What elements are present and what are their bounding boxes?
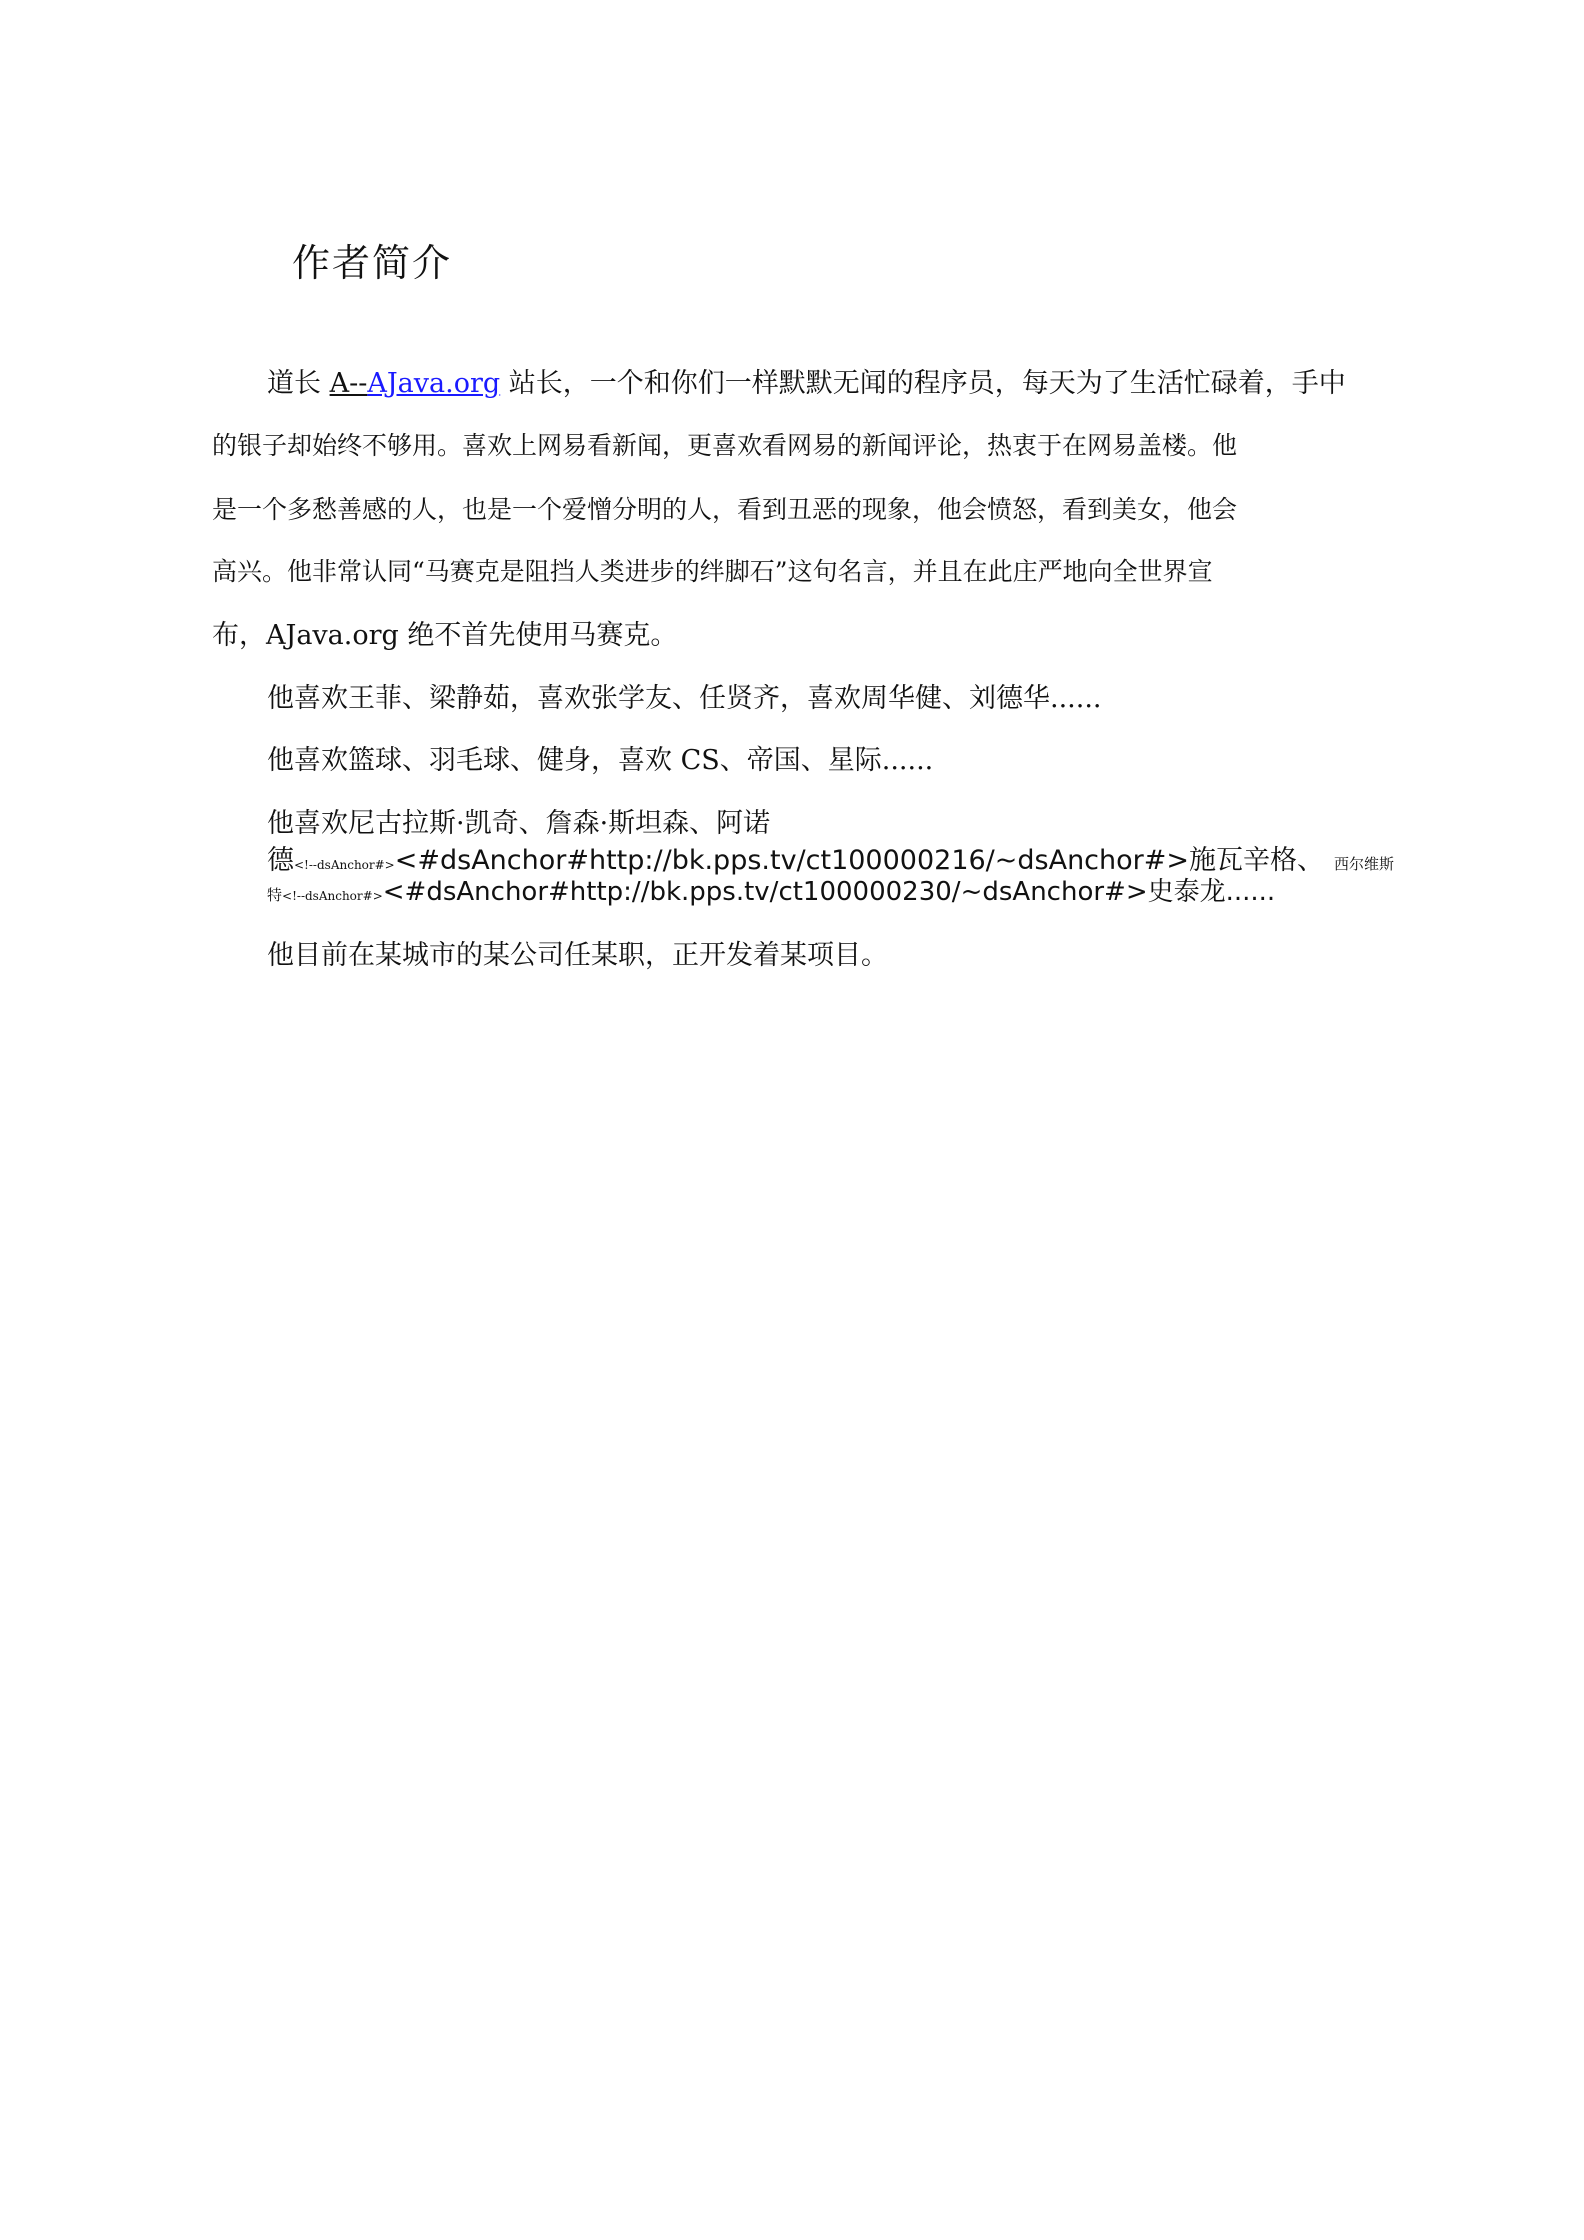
anchor-link-schwarzenegger: <#dsAnchor#http://bk.pps.tv/ct100000216/~dsAnchor#>施瓦辛格、 xyxy=(394,845,1325,876)
intro-line-1 xyxy=(267,368,1346,399)
likes-actors-line-2 xyxy=(267,845,1394,876)
intro-line-2: 的银子却始终不够用。喜欢上网易看新闻，更喜欢看网易的新闻评论，热衷于在网易盖楼。他 xyxy=(212,431,1238,460)
actor-text-de: 德 xyxy=(267,845,294,876)
anchor-link-stallone: <#dsAnchor#http://bk.pps.tv/ct100000230/~dsAnchor#>史泰龙...... xyxy=(382,877,1276,907)
likes-actors-line-3 xyxy=(267,878,1275,908)
likes-stars: 他喜欢王菲、梁静茹，喜欢张学友、任贤齐，喜欢周华健、刘德华...... xyxy=(267,683,1102,714)
intro-line-3: 是一个多愁善感的人，也是一个爱憎分明的人，看到丑恶的现象，他会愤怒，看到美女，他会 xyxy=(212,495,1238,524)
likes-actors-line-1: 他喜欢尼古拉斯·凯奇、詹森·斯坦森、阿诺 xyxy=(267,808,771,839)
ajava-site-link[interactable]: AJava.org xyxy=(367,368,501,399)
actor-text-sylvester: 西尔维斯 xyxy=(1334,855,1395,873)
intro-prefix: 道长 xyxy=(267,368,330,399)
anchor-tag-small-2: <!--dsAnchor#> xyxy=(282,889,383,903)
page-title: 作者简介 xyxy=(292,241,453,285)
intro-line-4: 高兴。他非常认同“马赛克是阻挡人类进步的绊脚石”这句名言，并且在此庄严地向全世界宣 xyxy=(212,557,1213,586)
current-job-line: 他目前在某城市的某公司任某职，正开发着某项目。 xyxy=(267,940,888,971)
intro-line-5: 布，AJava.org 绝不首先使用马赛克。 xyxy=(212,620,678,651)
likes-sports: 他喜欢篮球、羽毛球、健身，喜欢 CS、帝国、星际...... xyxy=(267,745,934,776)
anchor-tag-small: <!--dsAnchor#> xyxy=(294,858,395,872)
author-link-prefix[interactable]: A-- xyxy=(329,368,368,399)
intro-suffix: 站长，一个和你们一样默默无闻的程序员，每天为了生活忙碌着，手中 xyxy=(500,368,1346,399)
actor-text-te: 特 xyxy=(267,886,283,904)
